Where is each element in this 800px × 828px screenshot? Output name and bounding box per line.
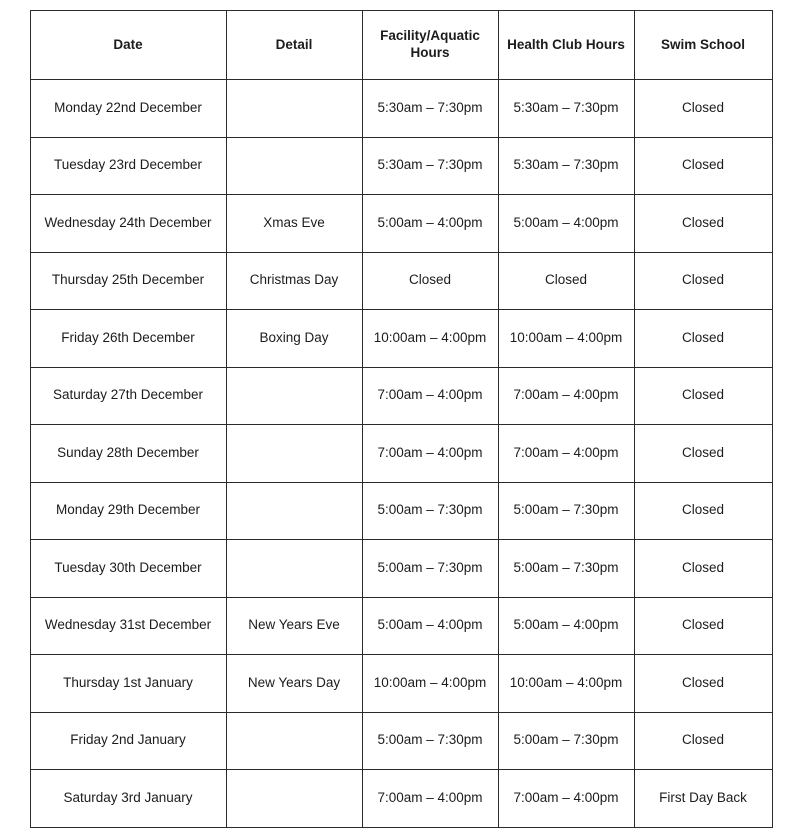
cell-facility: 5:00am – 4:00pm <box>362 195 498 253</box>
cell-detail <box>226 367 362 425</box>
cell-detail: Christmas Day <box>226 252 362 310</box>
cell-date: Thursday 25th December <box>30 252 226 310</box>
cell-facility: 10:00am – 4:00pm <box>362 655 498 713</box>
table-row <box>30 310 772 368</box>
column-header-detail: Detail <box>226 11 362 80</box>
cell-facility: 5:30am – 7:30pm <box>362 137 498 195</box>
cell-detail: New Years Day <box>226 655 362 713</box>
cell-date: Sunday 28th December <box>30 425 226 483</box>
table-body <box>30 80 772 828</box>
cell-swim: Closed <box>634 540 772 598</box>
cell-facility: 7:00am – 4:00pm <box>362 425 498 483</box>
cell-facility: 7:00am – 4:00pm <box>362 367 498 425</box>
cell-facility: 5:30am – 7:30pm <box>362 80 498 138</box>
cell-swim: Closed <box>634 195 772 253</box>
table-row <box>30 712 772 770</box>
cell-facility: 5:00am – 7:30pm <box>362 482 498 540</box>
holiday-hours-table <box>30 10 773 828</box>
cell-health: 5:00am – 4:00pm <box>498 597 634 655</box>
cell-facility: 7:00am – 4:00pm <box>362 770 498 828</box>
cell-health: 5:00am – 7:30pm <box>498 712 634 770</box>
cell-swim: Closed <box>634 137 772 195</box>
table-row <box>30 367 772 425</box>
cell-health: 5:00am – 7:30pm <box>498 482 634 540</box>
cell-health: 7:00am – 4:00pm <box>498 770 634 828</box>
cell-detail <box>226 712 362 770</box>
column-header-date: Date <box>30 11 226 80</box>
cell-date: Friday 2nd January <box>30 712 226 770</box>
cell-health: 5:00am – 4:00pm <box>498 195 634 253</box>
cell-detail <box>226 770 362 828</box>
cell-date: Wednesday 24th December <box>30 195 226 253</box>
cell-swim: Closed <box>634 425 772 483</box>
cell-health: Closed <box>498 252 634 310</box>
table-row <box>30 655 772 713</box>
table-header <box>30 11 772 80</box>
cell-health: 5:30am – 7:30pm <box>498 137 634 195</box>
column-header-facility-aquatic-hours: Facility/Aquatic Hours <box>362 11 498 80</box>
cell-date: Tuesday 30th December <box>30 540 226 598</box>
cell-health: 10:00am – 4:00pm <box>498 310 634 368</box>
cell-detail <box>226 482 362 540</box>
cell-facility: Closed <box>362 252 498 310</box>
cell-swim: Closed <box>634 367 772 425</box>
cell-detail <box>226 540 362 598</box>
cell-health: 7:00am – 4:00pm <box>498 425 634 483</box>
column-header-swim-school: Swim School <box>634 11 772 80</box>
cell-detail <box>226 80 362 138</box>
cell-swim: Closed <box>634 310 772 368</box>
cell-swim: Closed <box>634 712 772 770</box>
cell-health: 10:00am – 4:00pm <box>498 655 634 713</box>
cell-date: Monday 22nd December <box>30 80 226 138</box>
cell-health: 7:00am – 4:00pm <box>498 367 634 425</box>
cell-detail: Xmas Eve <box>226 195 362 253</box>
cell-detail: New Years Eve <box>226 597 362 655</box>
table-row <box>30 597 772 655</box>
cell-date: Tuesday 23rd December <box>30 137 226 195</box>
cell-swim: First Day Back <box>634 770 772 828</box>
table-row <box>30 80 772 138</box>
table-row <box>30 195 772 253</box>
cell-date: Saturday 3rd January <box>30 770 226 828</box>
cell-date: Thursday 1st January <box>30 655 226 713</box>
cell-detail <box>226 137 362 195</box>
cell-swim: Closed <box>634 80 772 138</box>
cell-detail: Boxing Day <box>226 310 362 368</box>
table-row <box>30 482 772 540</box>
table-row <box>30 137 772 195</box>
cell-swim: Closed <box>634 597 772 655</box>
cell-date: Saturday 27th December <box>30 367 226 425</box>
table-header-row <box>30 11 772 80</box>
cell-health: 5:00am – 7:30pm <box>498 540 634 598</box>
cell-health: 5:30am – 7:30pm <box>498 80 634 138</box>
cell-swim: Closed <box>634 655 772 713</box>
cell-facility: 5:00am – 4:00pm <box>362 597 498 655</box>
cell-swim: Closed <box>634 482 772 540</box>
table-row <box>30 540 772 598</box>
cell-facility: 10:00am – 4:00pm <box>362 310 498 368</box>
table-row <box>30 425 772 483</box>
cell-swim: Closed <box>634 252 772 310</box>
cell-date: Monday 29th December <box>30 482 226 540</box>
table-row <box>30 770 772 828</box>
column-header-health-club-hours: Health Club Hours <box>498 11 634 80</box>
cell-detail <box>226 425 362 483</box>
cell-date: Wednesday 31st December <box>30 597 226 655</box>
cell-facility: 5:00am – 7:30pm <box>362 712 498 770</box>
cell-facility: 5:00am – 7:30pm <box>362 540 498 598</box>
cell-date: Friday 26th December <box>30 310 226 368</box>
table-row <box>30 252 772 310</box>
